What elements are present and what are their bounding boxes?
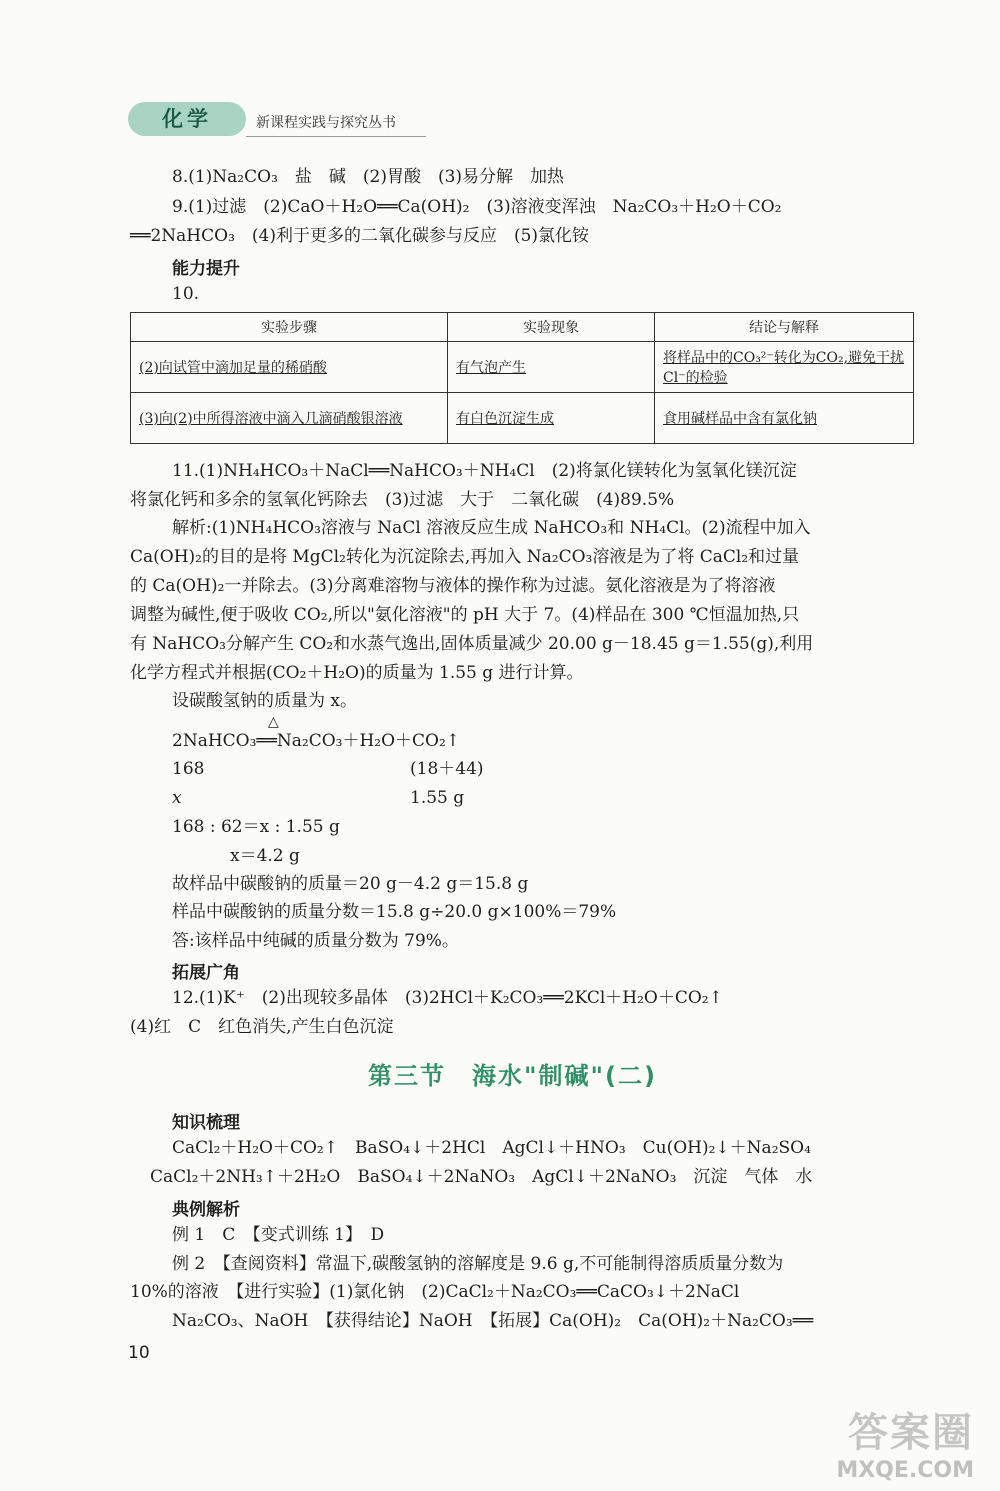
cell-text: 有白色沉淀生成 [456, 411, 554, 427]
answer-12-line2: (4)红 C 红色消失,产生白色沉淀 [130, 1017, 394, 1037]
answer-8: 8.(1)Na₂CO₃ 盐 碱 (2)胃酸 (3)易分解 加热 [172, 167, 565, 187]
example-line: 例 1 C 【变式训练 1】 D [172, 1225, 385, 1245]
explanation-line: 调整为碱性,便于吸收 CO₂,所以"氨化溶液"的 pH 大于 7。(4)样品在 300 ℃恒温加热,只 [130, 605, 800, 625]
section-title: 第三节 海水"制碱"(二) [368, 1062, 657, 1090]
explanation-line: Ca(OH)₂的目的是将 MgCl₂转化为沉淀除去,再加入 Na₂CO₃溶液是为了将 CaCl₂和过量 [130, 547, 800, 567]
cell-text: 将样品中的CO₃²⁻转化为CO₂,避免干扰Cl⁻的检验 [663, 350, 905, 386]
table-cell [448, 393, 655, 444]
experiment-table [130, 312, 914, 444]
cell-text: 有气泡产生 [456, 360, 526, 376]
table-cell [131, 342, 448, 393]
answer-10-label: 10. [172, 284, 200, 304]
calc-step: 样品中碳酸钠的质量分数＝15.8 g÷20.0 g×100%＝79% [172, 902, 617, 922]
calc-step: x＝4.2 g [230, 846, 300, 866]
header-divider [246, 136, 426, 137]
section-heading-extension: 拓展广角 [172, 963, 240, 983]
table-cell [655, 393, 914, 444]
answer-9-line1: 9.(1)过滤 (2)CaO＋H₂O══Ca(OH)₂ (3)溶液变浑浊 Na₂CO₃＋H₂O＋CO₂ [172, 197, 782, 217]
table-cell [131, 393, 448, 444]
example-line: 10%的溶液 【进行实验】(1)氯化钠 (2)CaCl₂＋Na₂CO₃══CaCO₃↓＋2NaCl [130, 1282, 740, 1302]
calc-unknown: x [172, 788, 182, 808]
watermark [836, 1401, 974, 1483]
cell-text: (3)向(2)中所得溶液中滴入几滴硝酸银溶液 [139, 411, 403, 427]
explanation-line: 化学方程式并根据(CO₂＋H₂O)的质量为 1.55 g 进行计算。 [130, 663, 584, 683]
example-line: 例 2 【查阅资料】常温下,碳酸氢钠的溶解度是 9.6 g,不可能制得溶质质量分数为 [172, 1254, 784, 1274]
answer-11-line2: 将氯化钙和多余的氢氧化钙除去 (3)过滤 大于 二氧化碳 (4)89.5% [130, 490, 675, 510]
heat-symbol: △ [268, 714, 279, 730]
calc-step: 故样品中碳酸钠的质量＝20 g－4.2 g＝15.8 g [172, 874, 529, 894]
answer-11-line1: 11.(1)NH₄HCO₃＋NaCl══NaHCO₃＋NH₄Cl (2)将氯化镁转化为氢氧化镁沉淀 [172, 461, 797, 481]
table-header: 结论与解释 [655, 313, 914, 342]
section-heading-knowledge: 知识梳理 [172, 1113, 240, 1133]
cell-text: 食用碱样品中含有氯化钠 [663, 411, 817, 427]
cell-text: (2)向试管中滴加足量的稀硝酸 [139, 360, 327, 376]
calc-mass-ratio: (18＋44) [410, 759, 484, 779]
subject-badge: 化学 [128, 102, 246, 136]
answer-12-line1: 12.(1)K⁺ (2)出现较多晶体 (3)2HCl＋K₂CO₃══2KCl＋H₂O＋CO₂↑ [172, 988, 723, 1008]
explanation-line: 解析:(1)NH₄HCO₃溶液与 NaCl 溶液反应生成 NaHCO₃和 NH₄Cl。(2)流程中加入 [172, 518, 811, 538]
table-header: 实验现象 [448, 313, 655, 342]
calc-known: 1.55 g [410, 788, 465, 808]
knowledge-line: CaCl₂＋2NH₃↑＋2H₂O BaSO₄↓＋2NaNO₃ AgCl↓＋2NaNO₃ 沉淀 气体 水 [150, 1167, 813, 1187]
table-row [131, 393, 914, 444]
explanation-line: 的 Ca(OH)₂一并除去。(3)分离难溶物与液体的操作称为过滤。氨化溶液是为了将溶液 [130, 576, 776, 596]
page-number: 10 [128, 1343, 150, 1363]
table-cell [448, 342, 655, 393]
table-header-row [131, 313, 914, 342]
calc-answer: 答:该样品中纯碱的质量分数为 79%。 [172, 931, 459, 951]
answer-9-line2: ══2NaHCO₃ (4)利于更多的二氧化碳参与反应 (5)氯化铵 [130, 226, 590, 246]
knowledge-line: CaCl₂＋H₂O＋CO₂↑ BaSO₄↓＋2HCl AgCl↓＋HNO₃ Cu(OH)₂↓＋Na₂SO₄ [172, 1138, 811, 1158]
section-heading-examples: 典例解析 [172, 1200, 240, 1220]
watermark-logo: 答案圈 [848, 1410, 974, 1456]
section-heading-ability: 能力提升 [172, 259, 240, 279]
example-line: Na₂CO₃、NaOH 【获得结论】NaOH 【拓展】Ca(OH)₂ Ca(OH)₂＋Na₂CO₃══ [172, 1311, 814, 1331]
table-cell [655, 342, 914, 393]
table-header: 实验步骤 [131, 313, 448, 342]
table-row [131, 342, 914, 393]
explanation-line: 有 NaHCO₃分解产生 CO₂和水蒸气逸出,固体质量减少 20.00 g－18.45 g＝1.55(g),利用 [130, 634, 814, 654]
calc-assumption: 设碳酸氢钠的质量为 x。 [172, 691, 357, 711]
calc-mass-ratio: 168 [172, 759, 205, 779]
watermark-url: MXQE.COM [836, 1458, 974, 1483]
chemical-equation: 2NaHCO₃══Na₂CO₃＋H₂O＋CO₂↑ [172, 731, 461, 751]
series-title: 新课程实践与探究丛书 [256, 115, 396, 131]
calc-step: 168 : 62＝x : 1.55 g [172, 817, 340, 837]
